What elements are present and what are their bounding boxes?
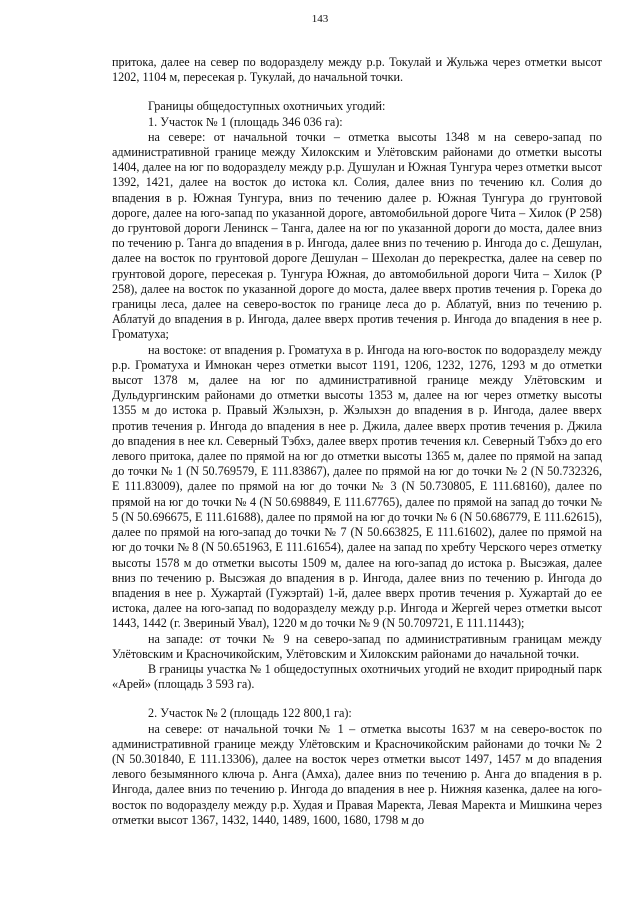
paragraph: на севере: от начальной точки № 1 – отметка высоты 1637 м на северо-восток по административной границе между Улётовским и Красночикойским районами до точки № 2 (N 50.301840, E 111.13306), далее на восток через отметки высот 1497, 1457 м до впадения левого безымянного ключа р. Анга (Амха), далее вниз по течению р. Анга до впадения в р. Ингода, далее вниз по течению р. Ингода до впадения в нее р. Нижняя казенка, далее на юго-восток по водоразделу между р.р. Худая и Правая Маректа, Левая Маректа и Мишкина через отметки высот 1367, 1432, 1440, 1489, 1600, 1680, 1798 м до — [112, 721, 602, 827]
paragraph: В границы участка № 1 общедоступных охотничьих угодий не входит природный парк «Арей» (площадь 3 593 га). — [112, 661, 602, 692]
paragraph: 2. Участок № 2 (площадь 122 800,1 га): — [148, 706, 352, 721]
document-body — [112, 55, 602, 828]
paragraph: на западе: от точки № 9 на северо-запад по административным границам между Улётовским и Красночикойским, Улётовским и Хилокским районами до начальной точки. — [112, 631, 602, 661]
paragraph: на севере: от начальной точки – отметка высоты 1348 м на северо-запад по административной границе между Хилокским и Улётовским районами до отметки высоты 1404, далее на юг по водоразделу между р.р. Душулан и Южная Тунгура через отметки высот 1392, 1421, далее на восток до истока кл. Солия, далее вниз по течению кл. Солия до впадения в р. Южная Тунгура, вниз по течению далее р. Южная Тунгура до грунтовой дороге, далее на юго-запад по указанной дороге, автомобильной дороге Чита – Хилок (Р 258) до грунтовой дороги Ленинск – Танга, далее на юг по указанной дороги до моста, далее вниз по течению р. Танга до впадения в р. Ингода, далее вниз по течению р. Ингода до с. Дешулан, далее на восток по грунтовой дороге Дешулан – Шехолан до перекрестка, далее на север по грунтовой дороге, пересекая р. Тунгура Южная, до автомобильной дороги Чита – Хилок (Р 258), далее на восток по указанной дороге до моста, далее вверх против течения р. Горека до границы леса, далее на северо-восток по границе леса до р. Аблатуй, вниз по течению р. Аблатуй до впадения в р. Ингода, далее вверх против течения р. Ингода до впадения в нее р. Громатуха; — [112, 129, 602, 342]
paragraph: 1. Участок № 1 (площадь 346 036 га): — [148, 114, 343, 129]
page-number: 143 — [311, 13, 329, 25]
paragraph: Границы общедоступных охотничьих угодий: — [148, 99, 386, 114]
paragraph: притока, далее на север по водоразделу между р.р. Токулай и Жульжа через отметки высот 1202, 1104 м, пересекая р. Тукулай, до начальной точки. — [112, 55, 602, 85]
paragraph-spacer — [112, 85, 602, 99]
paragraph-spacer — [112, 692, 602, 706]
paragraph: на востоке: от впадения р. Громатуха в р. Ингода на юго-восток по водоразделу между р.р. Громатуха и Имнокан через отметки высот 1191, 1206, 1232, 1276, 1293 м до отметки высот 1378 м, далее на юг по административной границе между Улётовским и Дульдургинским районами до отметки высоты 1353 м, далее на юг через отметку высоты 1355 м до истока р. Правый Жэлыхэн, р. Жэлыхэн до впадения в р. Ингода, далее вверх против течения р. Ингода до впадения в нее р. Джила, далее вверх против течения р. Джила до впадения в нее кл. Северный Тэбхэ, далее вверх против течения кл. Северный Тэбхэ до его левого притока, далее по прямой на юг до отметки высоты 1365 м, далее по прямой на запад до точки № 1 (N 50.769579, E 111.83867), далее по прямой на юг до точки № 2 (N 50.732326, E 111.83009), далее по прямой на юг до точки № 3 (N 50.730805, E 111.68160), далее по прямой на юг до точки № 4 (N 50.698849, E 111.67765), далее по прямой на запад до точки № 5 (N 50.696675, E 111.61688), далее по прямой на юг до точки № 6 (N 50.686779, E 111.62615), далее по прямой на юго-запад до точки № 7 (N 50.663825, E 111.61602), далее по прямой на юг до точки № 8 (N 50.651963, E 111.61654), далее на запад по хребту Черского через отметку высоты 1578 м до отметки высоты 1509 м, далее на юго-запад до истока р. Высэжая, далее вниз по течению р. Высэжая до впадения в р. Ингода, далее вниз по течению р. Ингода до впадения в нее р. Хужартай (Гужэртай) 1-й, далее вверх против течения р. Хужартай до ее истока, далее на юго-запад по водоразделу между р.р. Ингода и Жергей через отметки высот 1443, 1442 (г. Звериный Увал), 1220 м до точки № 9 (N 50.709721, E 111.11443); — [112, 342, 602, 631]
